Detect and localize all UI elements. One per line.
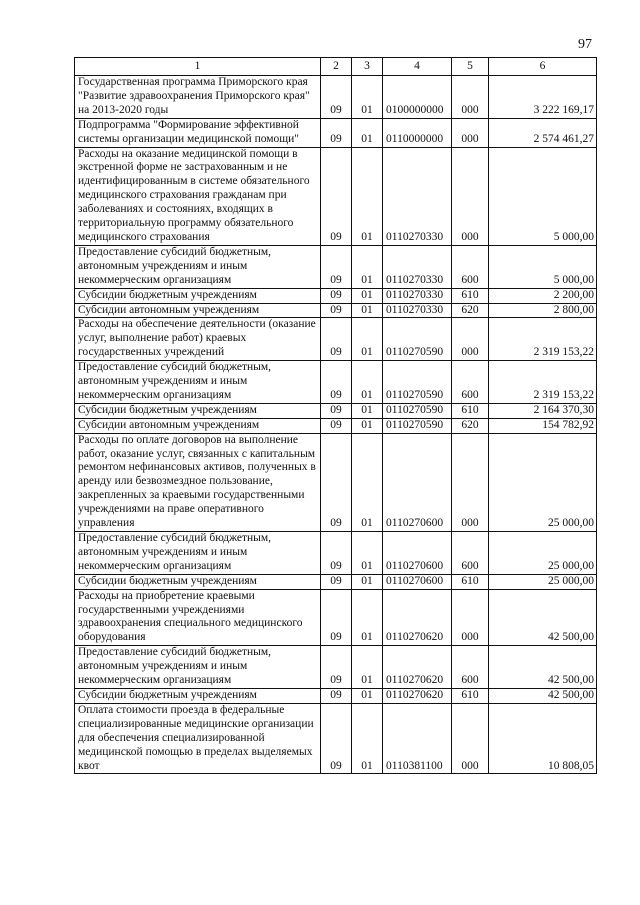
target-article-cell: 0110270590 (383, 418, 452, 433)
column-header-6: 6 (489, 58, 597, 76)
target-article-cell: 0110270620 (383, 646, 452, 689)
row-name-cell: Предоставление субсидий бюджетным, автономным учреждениям и иным некоммерческим организациям (75, 646, 321, 689)
section-code-cell: 09 (321, 288, 352, 303)
expense-type-cell: 600 (452, 532, 489, 575)
row-name-cell: Предоставление субсидий бюджетным, автономным учреждениям и иным некоммерческим организациям (75, 361, 321, 404)
column-header-3: 3 (352, 58, 383, 76)
expense-type-cell: 600 (452, 646, 489, 689)
target-article-cell: 0110270330 (383, 147, 452, 245)
table-row (75, 147, 597, 245)
section-code-cell: 09 (321, 318, 352, 361)
section-code-cell: 09 (321, 532, 352, 575)
row-name-cell: Государственная программа Приморского края "Развитие здравоохранения Приморского края" на 2013-2020 годы (75, 76, 321, 119)
subsection-code-cell: 01 (352, 532, 383, 575)
section-code-cell: 09 (321, 303, 352, 318)
target-article-cell: 0110270590 (383, 361, 452, 404)
subsection-code-cell: 01 (352, 646, 383, 689)
table-row (75, 245, 597, 288)
amount-cell: 25 000,00 (489, 574, 597, 589)
target-article-cell: 0110270620 (383, 688, 452, 703)
subsection-code-cell: 01 (352, 703, 383, 774)
row-name-cell: Подпрограмма "Формирование эффективной системы организации медицинской помощи" (75, 118, 321, 147)
expense-type-cell: 000 (452, 703, 489, 774)
amount-cell: 42 500,00 (489, 688, 597, 703)
subsection-code-cell: 01 (352, 418, 383, 433)
amount-cell: 10 808,05 (489, 703, 597, 774)
column-header-2: 2 (321, 58, 352, 76)
amount-cell: 25 000,00 (489, 532, 597, 575)
subsection-code-cell: 01 (352, 118, 383, 147)
expense-type-cell: 610 (452, 574, 489, 589)
target-article-cell: 0110270590 (383, 318, 452, 361)
subsection-code-cell: 01 (352, 433, 383, 531)
section-code-cell: 09 (321, 147, 352, 245)
expense-type-cell: 600 (452, 361, 489, 404)
row-name-cell: Расходы по оплате договоров на выполнение работ, оказание услуг, связанных с капитальным ремонтом нефинансовых активов, полученных в аренду или безвозмездное пользование, закрепленных за краевыми государственными учреждениями на праве оперативного управления (75, 433, 321, 531)
amount-cell: 2 574 461,27 (489, 118, 597, 147)
row-name-cell: Расходы на приобретение краевыми государственными учреждениями здравоохранения специального медицинского оборудования (75, 589, 321, 646)
row-name-cell: Расходы на оказание медицинской помощи в экстренной форме не застрахованным и не идентифицированным в системе обязательного медицинского страхования гражданам при заболеваниях и состояниях, входящих в территориальную программу обязательного медицинского страхования (75, 147, 321, 245)
row-name-cell: Субсидии бюджетным учреждениям (75, 688, 321, 703)
amount-cell: 154 782,92 (489, 418, 597, 433)
table-row (75, 288, 597, 303)
table-row (75, 118, 597, 147)
subsection-code-cell: 01 (352, 361, 383, 404)
target-article-cell: 0110270600 (383, 532, 452, 575)
table-row (75, 532, 597, 575)
row-name-cell: Субсидии автономным учреждениям (75, 303, 321, 318)
row-name-cell: Субсидии бюджетным учреждениям (75, 288, 321, 303)
table-row (75, 703, 597, 774)
expense-type-cell: 000 (452, 433, 489, 531)
subsection-code-cell: 01 (352, 303, 383, 318)
section-code-cell: 09 (321, 118, 352, 147)
table-row (75, 76, 597, 119)
table-header-row (75, 58, 597, 76)
section-code-cell: 09 (321, 433, 352, 531)
subsection-code-cell: 01 (352, 288, 383, 303)
target-article-cell: 0110270330 (383, 288, 452, 303)
row-name-cell: Предоставление субсидий бюджетным, автономным учреждениям и иным некоммерческим организациям (75, 245, 321, 288)
amount-cell: 42 500,00 (489, 589, 597, 646)
target-article-cell: 0110270330 (383, 245, 452, 288)
row-name-cell: Субсидии бюджетным учреждениям (75, 403, 321, 418)
expense-type-cell: 000 (452, 118, 489, 147)
table-row (75, 646, 597, 689)
target-article-cell: 0110270600 (383, 574, 452, 589)
expense-type-cell: 610 (452, 688, 489, 703)
budget-table-body (75, 58, 597, 774)
row-name-cell: Субсидии бюджетным учреждениям (75, 574, 321, 589)
section-code-cell: 09 (321, 418, 352, 433)
subsection-code-cell: 01 (352, 318, 383, 361)
row-name-cell: Предоставление субсидий бюджетным, автономным учреждениям и иным некоммерческим организациям (75, 532, 321, 575)
expense-type-cell: 610 (452, 288, 489, 303)
amount-cell: 3 222 169,17 (489, 76, 597, 119)
section-code-cell: 09 (321, 403, 352, 418)
column-header-4: 4 (383, 58, 452, 76)
table-row (75, 589, 597, 646)
section-code-cell: 09 (321, 589, 352, 646)
table-row (75, 303, 597, 318)
column-header-1: 1 (75, 58, 321, 76)
expense-type-cell: 000 (452, 76, 489, 119)
subsection-code-cell: 01 (352, 574, 383, 589)
target-article-cell: 0110270620 (383, 589, 452, 646)
subsection-code-cell: 01 (352, 589, 383, 646)
table-row (75, 433, 597, 531)
subsection-code-cell: 01 (352, 688, 383, 703)
section-code-cell: 09 (321, 76, 352, 119)
target-article-cell: 0110270330 (383, 303, 452, 318)
section-code-cell: 09 (321, 688, 352, 703)
subsection-code-cell: 01 (352, 147, 383, 245)
row-name-cell: Расходы на обеспечение деятельности (оказание услуг, выполнение работ) краевых государственных учреждений (75, 318, 321, 361)
table-row (75, 688, 597, 703)
target-article-cell: 0110000000 (383, 118, 452, 147)
section-code-cell: 09 (321, 361, 352, 404)
subsection-code-cell: 01 (352, 245, 383, 288)
expense-type-cell: 620 (452, 418, 489, 433)
amount-cell: 5 000,00 (489, 147, 597, 245)
amount-cell: 2 319 153,22 (489, 318, 597, 361)
expense-type-cell: 620 (452, 303, 489, 318)
page-number: 97 (578, 37, 592, 52)
section-code-cell: 09 (321, 703, 352, 774)
amount-cell: 2 800,00 (489, 303, 597, 318)
amount-cell: 25 000,00 (489, 433, 597, 531)
section-code-cell: 09 (321, 574, 352, 589)
expense-type-cell: 000 (452, 147, 489, 245)
amount-cell: 2 319 153,22 (489, 361, 597, 404)
budget-table (74, 57, 597, 774)
expense-type-cell: 600 (452, 245, 489, 288)
section-code-cell: 09 (321, 245, 352, 288)
amount-cell: 2 164 370,30 (489, 403, 597, 418)
target-article-cell: 0110270590 (383, 403, 452, 418)
column-header-5: 5 (452, 58, 489, 76)
table-row (75, 418, 597, 433)
expense-type-cell: 000 (452, 318, 489, 361)
target-article-cell: 0110381100 (383, 703, 452, 774)
row-name-cell: Оплата стоимости проезда в федеральные специализированные медицинские организации для обеспечения специализированной медицинской помощью в пределах выделяемых квот (75, 703, 321, 774)
subsection-code-cell: 01 (352, 76, 383, 119)
section-code-cell: 09 (321, 646, 352, 689)
amount-cell: 42 500,00 (489, 646, 597, 689)
subsection-code-cell: 01 (352, 403, 383, 418)
target-article-cell: 0100000000 (383, 76, 452, 119)
expense-type-cell: 610 (452, 403, 489, 418)
amount-cell: 5 000,00 (489, 245, 597, 288)
table-row (75, 574, 597, 589)
expense-type-cell: 000 (452, 589, 489, 646)
table-row (75, 361, 597, 404)
row-name-cell: Субсидии автономным учреждениям (75, 418, 321, 433)
amount-cell: 2 200,00 (489, 288, 597, 303)
table-row (75, 318, 597, 361)
target-article-cell: 0110270600 (383, 433, 452, 531)
table-row (75, 403, 597, 418)
